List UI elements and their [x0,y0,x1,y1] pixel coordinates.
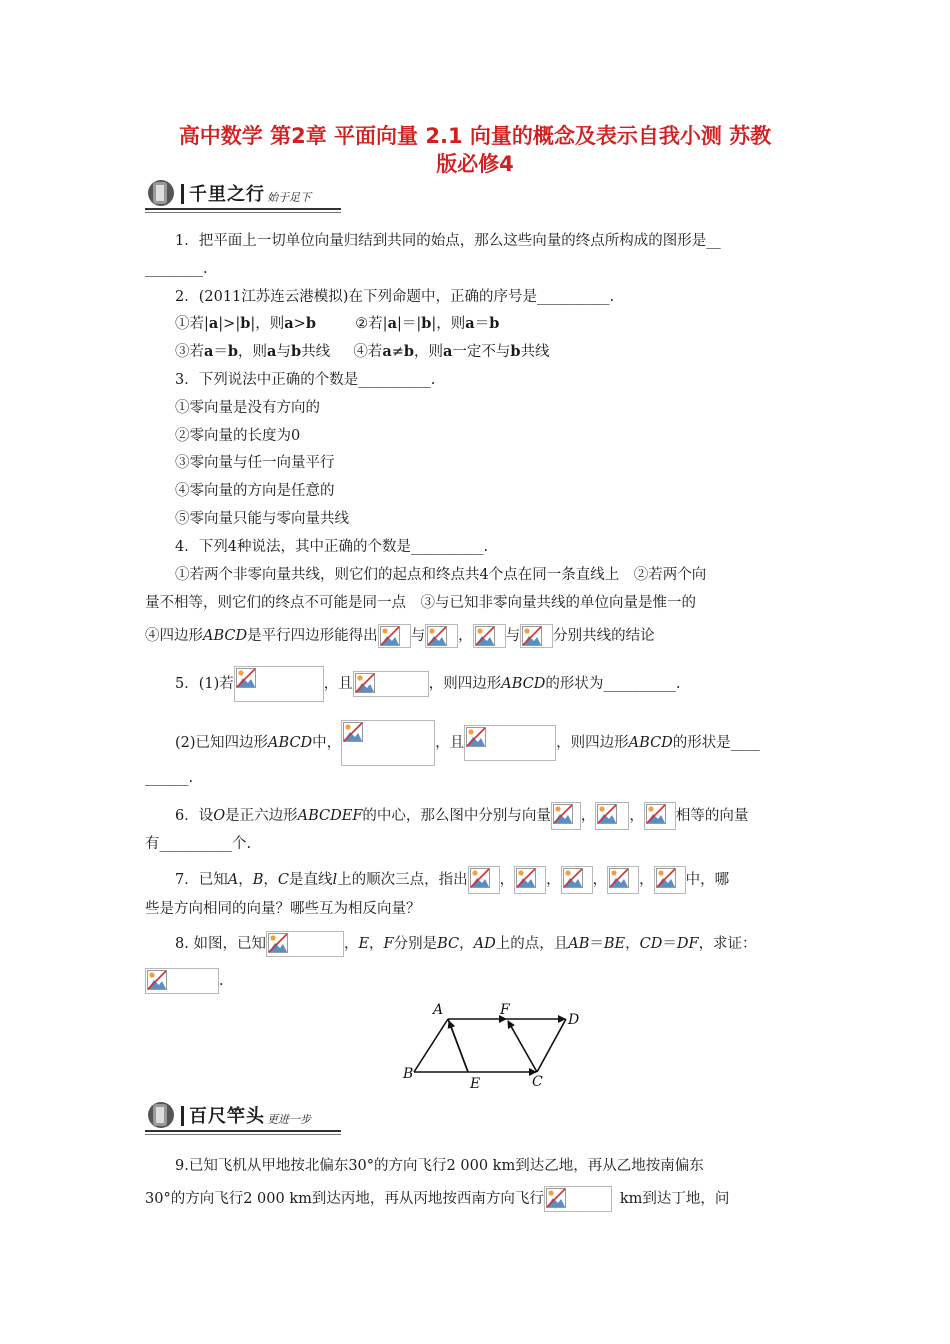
broken-image-icon [378,624,411,648]
vector-b: b [489,315,500,332]
figure-label-d: D [568,1012,580,1028]
text: ，则四边形 [556,735,629,751]
text: 的形状为__________. [545,676,681,692]
title-line-2: 版必修4 [436,152,514,176]
text: 7．已知 [175,872,228,888]
text: ，且 [323,676,353,692]
text: ， [625,936,640,952]
text: 的形状是____ [672,735,760,751]
broken-image-icon [654,866,686,894]
text: ， [369,936,384,952]
vector-b: b [240,315,251,332]
quad-name: ABCD [501,676,546,692]
text: ，则 [238,344,268,360]
text: 与 [410,628,426,644]
text: 是平行四边形能得出 [247,628,378,644]
text: 分别共线的结论 [553,628,655,644]
question-5-part-1 [175,666,681,702]
text: > [293,316,306,332]
broken-image-icon [234,666,324,702]
vector-b: b [421,315,432,332]
text: |，则 [431,316,466,332]
broken-image-icon [514,866,546,894]
vector-a: a [387,315,397,332]
broken-image-icon [595,802,629,830]
text: 是正六边形 [225,808,298,824]
text: 共线 [301,344,331,360]
text: 与 [276,344,291,360]
text: ≠ [391,344,404,360]
text: ， [238,872,253,888]
text: |，则 [250,316,285,332]
text: ， [499,872,515,888]
question-2-stem: 2．(2011江苏连云港模拟)在下列命题中，正确的序号是__________. [175,289,615,305]
figure-label-e: E [470,1076,481,1092]
broken-image-icon [544,1186,612,1212]
vector-a: a [465,315,475,332]
segment-label: CD [639,936,663,952]
vector-a: a [382,343,392,360]
segment-label: DF [676,936,699,952]
text: 一定不与 [452,344,511,360]
question-8-line-1 [175,931,757,957]
segment-label: BE [603,936,626,952]
point-label: A [227,872,239,888]
quad-name: ABCD [268,735,313,751]
vector-b: b [227,343,239,360]
banner-rule [145,1130,341,1132]
text: 的中心，那么图中分别与向量 [362,808,551,824]
text: ＝ [474,316,490,332]
text: ①若| [175,316,209,332]
text: ＝ [662,936,677,952]
text: ， [459,936,474,952]
broken-image-icon [468,866,500,894]
text: 上的顺次三点，指出 [337,872,468,888]
text: ④若 [353,344,383,360]
hexagon-name: ABCDEF [297,808,363,824]
text: 共线 [520,344,550,360]
figure-label-a: A [433,1002,444,1018]
question-1-line-1: 1．把平面上一切单位向量归结到共同的始点，那么这些向量的终点所构成的图形是__ [175,233,721,249]
text: 与 [505,628,521,644]
question-9-line-2 [145,1186,729,1212]
broken-image-icon [473,624,506,648]
text: 中， [312,735,342,751]
broken-image-icon [266,931,344,957]
text: ，则四边形 [428,676,502,692]
broken-image-icon [425,624,458,648]
question-6-line-2: 有__________个. [145,836,252,852]
question-3-item: ③零向量与任一向量平行 [175,455,335,471]
point-label: O [213,808,226,824]
figure-label-b: B [403,1066,414,1082]
segment-label: BC [437,936,460,952]
segment-label: AB [568,936,590,952]
text: ， [629,808,644,824]
broken-image-icon [464,725,556,761]
question-4-line-2: 量不相等，则它们的终点不可能是同一点 ③与已知非零向量共线的单位向量是惟一的 [145,595,696,611]
question-7-line-1 [175,866,729,894]
point-label: C [277,872,289,888]
line-label: l [332,872,338,888]
figure-label-f: F [500,1002,510,1018]
broken-image-icon [607,866,639,894]
text: ②若| [355,316,388,332]
section-subheading: 更进一步 [267,1113,311,1126]
question-3-item: ④零向量的方向是任意的 [175,483,335,499]
banner-rule [145,208,341,210]
point-label: B [252,872,264,888]
quad-name: ABCD [203,628,248,644]
text: . [219,973,224,989]
section-heading: 百尺竿头 [189,1106,265,1127]
question-6-line-1 [175,802,748,830]
vector-a: a [208,315,219,332]
text: ，求证： [698,936,757,952]
point-label: E [358,936,370,952]
question-7-line-2: 些是方向相同的向量？哪些互为相反向量？ [145,901,421,917]
question-3-item: ②零向量的长度为0 [175,428,301,444]
broken-image-icon [520,624,553,648]
broken-image-icon [551,802,581,830]
text: ＝ [589,936,604,952]
text: |>| [218,316,241,332]
question-4-stem: 4．下列4种说法，其中正确的个数是__________. [175,539,489,555]
broken-image-icon [644,802,676,830]
vector-b: b [403,343,415,360]
question-4-line-1: ①若两个非零向量共线，则它们的起点和终点共4个点在同一条直线上 ②若两个向 [175,567,707,583]
question-5-part-2 [175,720,760,766]
parallelogram-figure [400,998,590,1093]
text: ， [546,872,561,888]
section-subheading: 始于足下 [267,191,311,204]
pencil-badge-icon [145,1100,179,1130]
text: ＝ [213,344,228,360]
question-3-item: ①零向量是没有方向的 [175,400,320,416]
text: ③若 [175,344,204,360]
banner-rule-thin [145,212,341,213]
question-3-stem: 3．下列说法中正确的个数是__________. [175,372,436,388]
text: (2)已知四边形 [175,735,269,751]
banner-rule-thin [145,1134,341,1135]
text: |＝| [396,316,422,332]
section-banner-2 [145,1100,341,1132]
text: ， [580,808,596,824]
segment-label: AD [473,936,496,952]
banner-divider [181,184,184,204]
text: ， [458,628,473,644]
text: 5．(1)若 [175,676,234,692]
question-2-options-row-1 [175,314,499,334]
section-banner-1 [145,178,341,210]
banner-divider [181,1106,184,1126]
question-5-part-2-cont: ______. [145,770,194,786]
vector-b: b [510,343,521,360]
vector-a: a [284,315,294,332]
vector-b: b [305,315,316,332]
text: 分别是 [393,936,438,952]
question-2-options-row-2 [175,342,550,362]
text: km到达丁地，问 [619,1191,730,1207]
text: 6．设 [175,808,214,824]
text: 中，哪 [685,872,730,888]
text: ，且 [435,735,465,751]
broken-image-icon [341,720,435,766]
vector-a: a [443,343,453,360]
page-title [140,122,810,178]
question-1-line-2: ________. [145,261,208,277]
question-4-line-3 [145,624,655,648]
text: 上的点，且 [495,936,569,952]
text: 8. 如图，已知 [175,936,266,952]
text: ， [263,872,278,888]
title-line-1: 高中数学 第2章 平面向量 2.1 向量的概念及表示自我小测 苏教 [178,124,772,148]
text: ， [343,936,359,952]
text: ， [639,872,654,888]
figure-label-c: C [532,1074,543,1090]
question-9-line-1: 9.已知飞机从甲地按北偏东30°的方向飞行2 000 km到达乙地，再从乙地按南偏东 [175,1158,704,1174]
point-label: F [383,936,394,952]
text: ， [592,872,608,888]
text: ，则 [414,344,444,360]
vector-a: a [204,343,214,360]
quad-name: ABCD [628,735,673,751]
pencil-badge-icon [145,178,179,208]
text: ④四边形 [145,628,203,644]
text: 相等的向量 [675,808,749,824]
section-heading: 千里之行 [189,184,265,205]
vector-b: b [290,343,302,360]
broken-image-icon [145,968,219,994]
text: 是直线 [288,872,333,888]
text: 30°的方向飞行2 000 km到达丙地，再从丙地按西南方向飞行 [145,1191,544,1207]
broken-image-icon [561,866,593,894]
broken-image-icon [353,671,429,697]
question-8-line-2 [145,968,224,994]
question-3-item: ⑤零向量只能与零向量共线 [175,511,349,527]
vector-a: a [267,343,277,360]
